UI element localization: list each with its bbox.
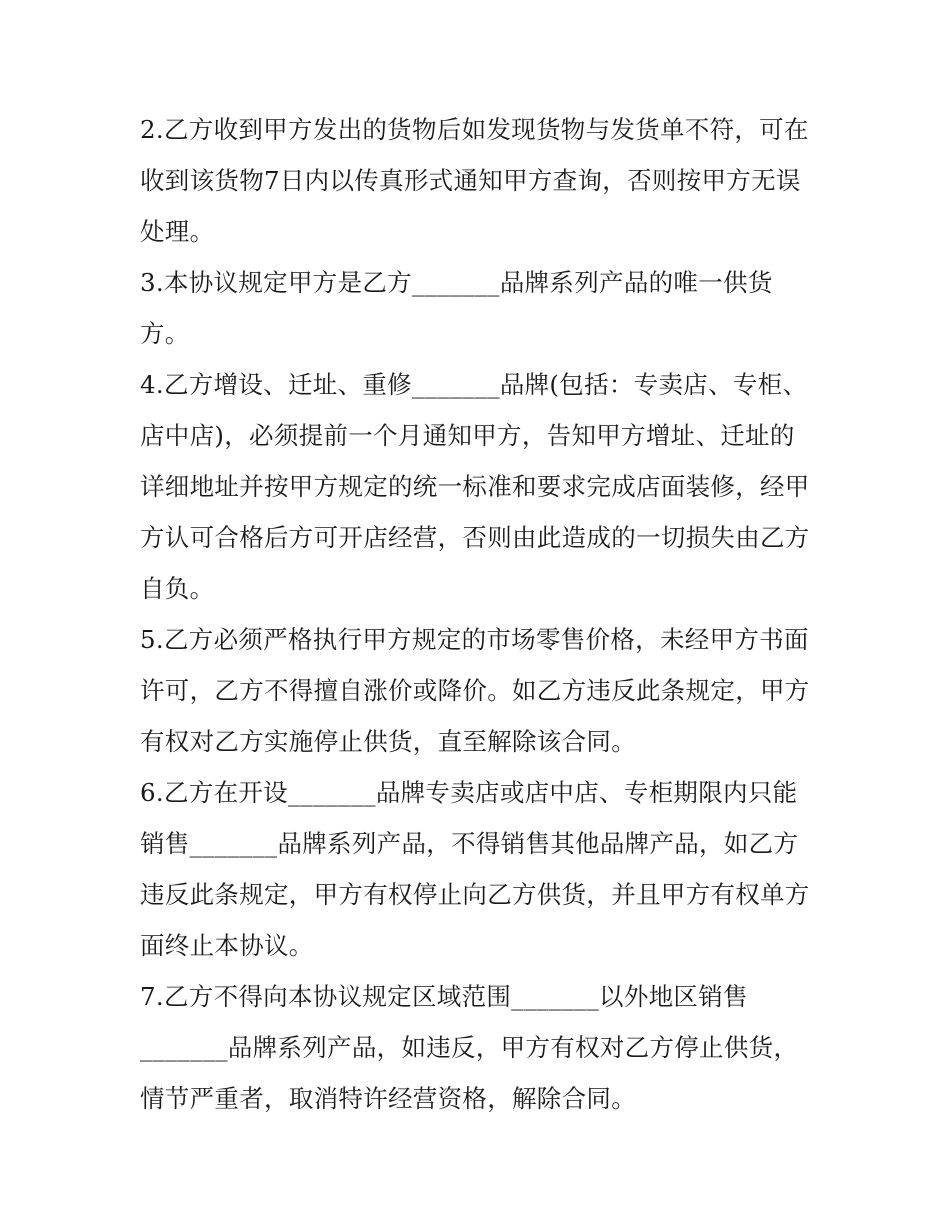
clause-6-line-4: 面终止本协议。 [140, 931, 314, 960]
clause-2-line-2: 收到该货物7日内以传真形式通知甲方查询，否则按甲方无误 [140, 166, 801, 195]
clause-4-line-4: 方认可合格后方可开店经营，否则由此造成的一切损失由乙方 [140, 523, 810, 552]
clause-4-line-2: 店中店)，必须提前一个月通知甲方，告知甲方增址、迁址的 [140, 421, 795, 450]
clause-5-line-3: 有权对乙方实施停止供货，直至解除该合同。 [140, 727, 636, 756]
clause-4-line-5: 自负。 [140, 574, 215, 603]
clause-7-line-2: _______品牌系列产品，如违反，甲方有权对乙方停止供货， [140, 1033, 799, 1062]
clause-4-line-1: 4.乙方增设、迁址、重修_______品牌(包括：专卖店、专柜、 [140, 370, 808, 399]
clause-5-line-1: 5.乙方必须严格执行甲方规定的市场零售价格，未经甲方书面 [140, 625, 809, 654]
clause-5-line-2: 许可，乙方不得擅自涨价或降价。如乙方违反此条规定，甲方 [140, 676, 810, 705]
clause-2-line-1: 2.乙方收到甲方发出的货物后如发现货物与发货单不符，可在 [140, 115, 809, 144]
clause-3-line-2: 方。 [140, 319, 190, 348]
clause-6-line-2: 销售_______品牌系列产品，不得销售其他品牌产品，如乙方 [140, 829, 799, 858]
clause-7-line-1: 7.乙方不得向本协议规定区域范围_______以外地区销售 [140, 982, 748, 1011]
clause-3-line-1: 3.本协议规定甲方是乙方_______品牌系列产品的唯一供货 [140, 268, 773, 297]
clause-7-line-3: 情节严重者，取消特许经营资格，解除合同。 [140, 1084, 636, 1113]
clause-6-line-3: 违反此条规定，甲方有权停止向乙方供货，并且甲方有权单方 [140, 880, 810, 909]
clause-2-line-3: 处理。 [140, 217, 215, 246]
document-page [140, 104, 820, 1124]
clause-6-line-1: 6.乙方在开设_______品牌专卖店或店中店、专柜期限内只能 [140, 778, 798, 807]
clause-4-line-3: 详细地址并按甲方规定的统一标准和要求完成店面装修，经甲 [140, 472, 810, 501]
